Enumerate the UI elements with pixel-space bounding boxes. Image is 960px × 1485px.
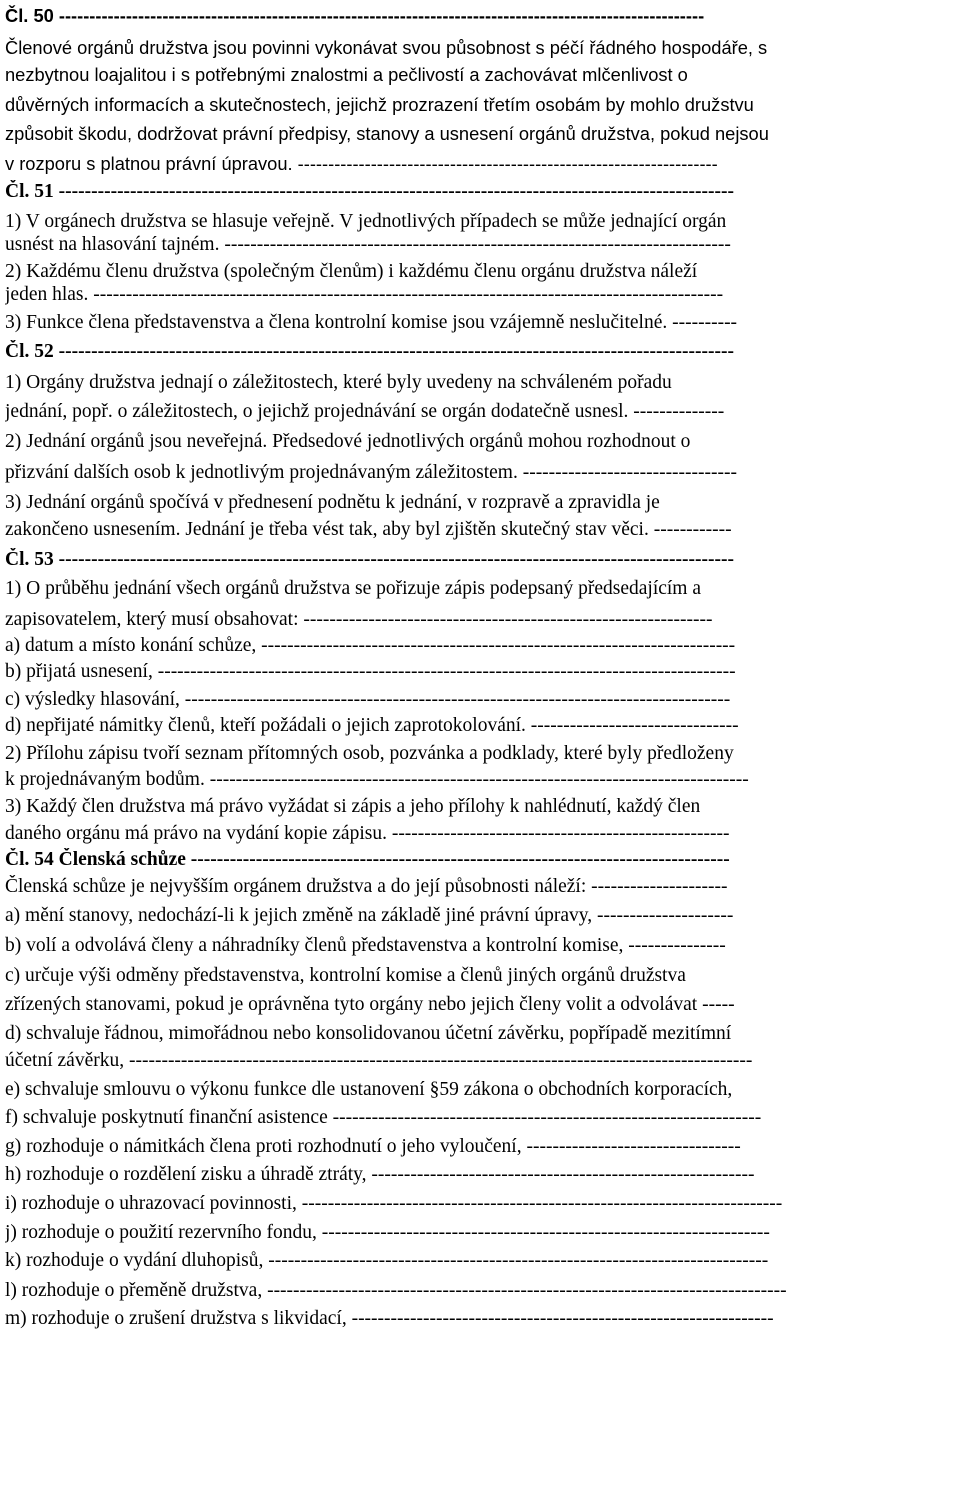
text-line: 1) V orgánech družstva se hlasuje veřejně. V jednotlivých případech se může jednající orgán [5,211,727,232]
text-line: přizvání dalších osob k jednotlivým projednávaným záležitostem. --------------------------------- [5,462,737,483]
text-line: 3) Jednání orgánů spočívá v přednesení podnětu k jednání, v rozpravě a zpravidla je [5,492,660,513]
text-line: 2) Přílohu zápisu tvoří seznam přítomných osob, pozvánka a podklady, které byly předloženy [5,743,734,764]
text-line: daného orgánu má právo na vydání kopie zápisu. ---------------------------------------------------- [5,823,730,844]
text-line: zapisovatelem, který musí obsahovat: --------------------------------------------------------------- [5,609,713,630]
text-line: d) schvaluje řádnou, mimořádnou nebo konsolidovanou účetní závěrku, popřípadě mezitímní [5,1023,732,1044]
text-line: usnést na hlasování tajném. ------------------------------------------------------------------------------ [5,234,731,255]
text-line: d) nepřijaté námitky členů, kteří požádali o jejich zaprotokolování. -------------------------------- [5,715,739,736]
text-line: 1) O průběhu jednání všech orgánů družstva se pořizuje zápis podepsaný předsedajícím a [5,578,702,599]
article-heading: Čl. 51 -------------------------------------------------------------------------------------------------------- [5,181,734,202]
text-line: b) přijatá usnesení, ----------------------------------------------------------------------------------------- [5,661,736,682]
text-line: e) schvaluje smlouvu o výkonu funkce dle ustanovení §59 zákona o obchodních korporacích, [5,1079,733,1100]
text-line: 3) Každý člen družstva má právo vyžádat si zápis a jeho přílohy k nahlédnutí, každý člen [5,796,701,817]
text-line: f) schvaluje poskytnutí finanční asistence ------------------------------------------------------------------ [5,1107,762,1128]
text-line: zakončeno usnesením. Jednání je třeba vést tak, aby byl zjištěn skutečný stav věci. ------------ [5,519,732,540]
text-line: způsobit škodu, dodržovat právní předpisy, stanovy a usnesení orgánů družstva, pokud nejsou [5,123,769,144]
text-line: Členové orgánů družstva jsou povinni vykonávat svou působnost s péčí řádného hospodáře, s [5,37,768,58]
text-line: 3) Funkce člena představenstva a člena kontrolní komise jsou vzájemně neslučitelné. ---------- [5,312,738,333]
text-line: i) rozhoduje o uhrazovací povinnosti, -------------------------------------------------------------------------- [5,1193,783,1214]
text-line: c) určuje výši odměny představenstva, kontrolní komise a členů jiných orgánů družstva [5,965,686,986]
text-line: důvěrných informacích a skutečnostech, jejichž prozrazení třetím osobám by mohlo družstvu [5,94,754,115]
text-line: c) výsledky hlasování, ------------------------------------------------------------------------------------ [5,689,731,710]
text-line: a) mění stanovy, nedochází-li k jejich změně na základě jiné právní úpravy, --------------------- [5,905,734,926]
text-line: 2) Jednání orgánů jsou neveřejná. Předsedové jednotlivých orgánů mohou rozhodnout o [5,431,691,452]
article-heading: Čl. 52 -------------------------------------------------------------------------------------------------------- [5,341,734,362]
text-line: zřízených stanovami, pokud je oprávněna tyto orgány nebo jejich členy volit a odvolávat ----- [5,994,735,1015]
text-line: 2) Každému členu družstva (společným členům) i každému členu orgánu družstva náleží [5,261,698,282]
text-line: účetní závěrku, ------------------------------------------------------------------------------------------------ [5,1050,753,1071]
text-line: j) rozhoduje o použití rezervního fondu, --------------------------------------------------------------------- [5,1222,770,1243]
text-line: v rozporu s platnou právní úpravou. --------------------------------------------------------------------- [5,153,718,174]
text-line: g) rozhoduje o námitkách člena proti rozhodnutí o jeho vyloučení, --------------------------------- [5,1136,741,1157]
text-line: k) rozhoduje o vydání dluhopisů, ----------------------------------------------------------------------------- [5,1250,769,1271]
text-line: a) datum a místo konání schůze, ------------------------------------------------------------------------- [5,635,736,656]
text-line: jeden hlas. ------------------------------------------------------------------------------------------------- [5,284,724,305]
article-heading: Čl. 50 ---------------------------------------------------------------------------------------------------------- [5,5,705,26]
text-line: b) volí a odvolává členy a náhradníky členů představenstva a kontrolní komise, --------------- [5,935,726,956]
text-line: jednání, popř. o záležitostech, o jejichž projednávání se orgán dodatečně usnesl. -------------- [5,401,725,422]
text-line: m) rozhoduje o zrušení družstva s likvidací, ----------------------------------------------------------------- [5,1308,774,1329]
text-line: nezbytnou loajalitou i s potřebnými znalostmi a pečlivostí a zachovávat mlčenlivost o [5,64,688,85]
text-line: h) rozhoduje o rozdělení zisku a úhradě ztráty, ----------------------------------------------------------- [5,1164,755,1185]
text-line: l) rozhoduje o přeměně družstva, -------------------------------------------------------------------------------- [5,1280,787,1301]
article-heading: Čl. 54 Členská schůze ----------------------------------------------------------------------------------- [5,849,730,870]
text-line: k projednávaným bodům. ----------------------------------------------------------------------------------- [5,769,749,790]
text-line: Členská schůze je nejvyšším orgánem družstva a do její působnosti náleží: --------------------- [5,876,728,897]
text-line: 1) Orgány družstva jednají o záležitostech, které byly uvedeny na schváleném pořadu [5,372,672,393]
article-heading: Čl. 53 -------------------------------------------------------------------------------------------------------- [5,549,734,570]
